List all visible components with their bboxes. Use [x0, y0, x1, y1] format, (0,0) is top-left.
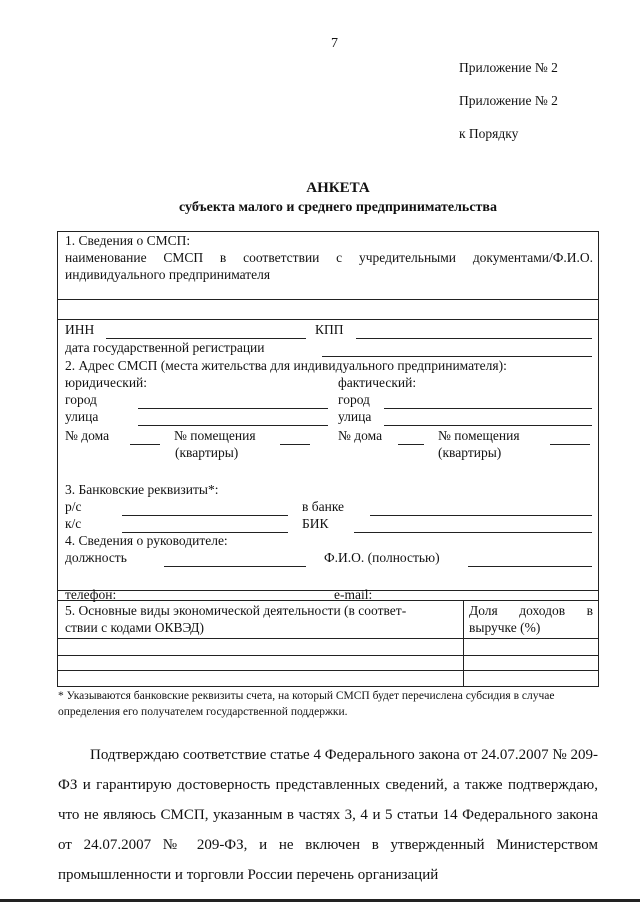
footnote: * Указываются банковские реквизиты счета, на который СМСП будет перечислена субсидия в случае определения его получателем государственной поддержки.: [58, 690, 555, 718]
actual-room-label: № помещения: [438, 428, 520, 443]
actual-address-label: фактический:: [338, 375, 417, 390]
legal-city-field[interactable]: [138, 408, 328, 409]
questionnaire-form: [57, 231, 599, 687]
actual-street-field[interactable]: [384, 425, 592, 426]
row-divider: [58, 600, 598, 601]
actual-city-label: город: [338, 392, 370, 407]
registration-date-field[interactable]: [322, 356, 592, 357]
section3-title: 3. Банковские реквизиты*:: [65, 482, 219, 497]
ks-label: к/с: [65, 516, 82, 531]
rs-label: р/с: [65, 499, 82, 514]
actual-house-label: № дома: [338, 428, 383, 443]
bank-label: в банке: [302, 499, 345, 514]
inn-field[interactable]: [106, 338, 306, 339]
page-bottom-border: [0, 899, 640, 902]
section2-title: 2. Адрес СМСП (места жительства для индивидуального предпринимателя):: [65, 358, 507, 373]
bik-field[interactable]: [354, 532, 592, 533]
order-reference: к Порядку: [459, 126, 519, 141]
row-divider: [58, 638, 598, 639]
legal-house-label: № дома: [65, 428, 110, 443]
email-label: e-mail:: [334, 587, 373, 602]
section1-description-cont: индивидуального предпринимателя: [65, 267, 271, 282]
column-divider: [463, 600, 464, 686]
form-subtitle: субъекта малого и среднего предпринимательства: [179, 200, 497, 215]
legal-street-field[interactable]: [138, 425, 328, 426]
position-field[interactable]: [164, 566, 306, 567]
phone-label: телефон:: [65, 587, 117, 602]
section5-title: 5. Основные виды экономической деятельности (в соответ-: [65, 603, 407, 618]
section5-title-cont: ствии с кодами ОКВЭД): [65, 620, 204, 635]
legal-apartment-label: (квартиры): [175, 445, 239, 460]
kpp-label: КПП: [315, 322, 344, 337]
income-share-header-cont: выручке (%): [469, 620, 541, 635]
section1-title: 1. Сведения о СМСП:: [65, 233, 191, 248]
page-number: 7: [331, 36, 338, 51]
row-divider: [58, 319, 598, 320]
legal-room-field[interactable]: [280, 444, 310, 445]
confirmation-paragraph: Подтверждаю соответствие статье 4 Федерального закона от 24.07.2007 № 209-ФЗ и гарантирую достоверность представленных сведений, а также подтверждаю, что не являюсь СМСП, указанным в частях 3, 4 и 5 статьи 14 Федерального закона от 24.07.2007 № 209-ФЗ, и не включен в утвержденный Министерством промышленности и торговли России перечень организаций: [58, 747, 598, 883]
income-share-header: Доля доходов в: [469, 603, 593, 618]
appendix-label: Приложение № 2: [459, 60, 558, 75]
actual-street-label: улица: [338, 409, 372, 424]
inn-label: ИНН: [65, 322, 95, 337]
row-divider: [58, 670, 598, 671]
section1-description: наименование СМСП в соответствии с учредительными документами/Ф.И.О.: [65, 250, 593, 265]
row-divider: [58, 655, 598, 656]
actual-room-field[interactable]: [550, 444, 590, 445]
legal-city-label: город: [65, 392, 97, 407]
actual-apartment-label: (квартиры): [438, 445, 502, 460]
actual-house-field[interactable]: [398, 444, 424, 445]
row-divider: [58, 299, 598, 300]
appendix-label-repeat: Приложение № 2: [459, 93, 558, 108]
registration-date-label: дата государственной регистрации: [65, 340, 265, 355]
bank-field[interactable]: [370, 515, 592, 516]
bik-label: БИК: [302, 516, 329, 531]
rs-field[interactable]: [122, 515, 288, 516]
actual-city-field[interactable]: [384, 408, 592, 409]
legal-room-label: № помещения: [174, 428, 256, 443]
legal-address-label: юридический:: [65, 375, 148, 390]
row-divider: [58, 590, 598, 591]
section4-title: 4. Сведения о руководителе:: [65, 533, 228, 548]
fio-field[interactable]: [468, 566, 592, 567]
form-title: АНКЕТА: [306, 180, 370, 196]
legal-street-label: улица: [65, 409, 99, 424]
kpp-field[interactable]: [356, 338, 592, 339]
legal-house-field[interactable]: [130, 444, 160, 445]
fio-label: Ф.И.О. (полностью): [324, 550, 440, 565]
position-label: должность: [65, 550, 127, 565]
